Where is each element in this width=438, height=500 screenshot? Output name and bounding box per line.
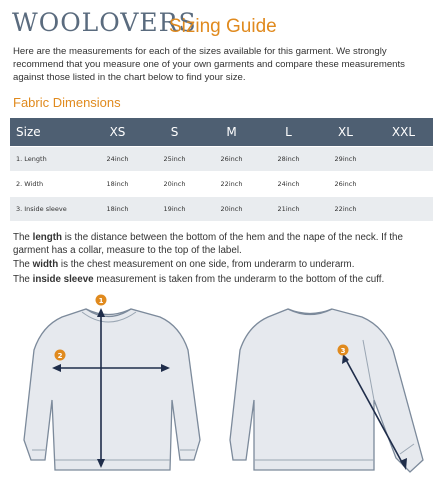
row-label: 2. Width [10,171,89,196]
table-cell: 25inch [146,146,203,171]
row-label: 3. Inside sleeve [10,196,89,221]
table-cell: 28inch [260,146,317,171]
table-cell: 18inch [89,171,146,196]
column-header: L [260,118,317,146]
column-header: XL [317,118,374,146]
table-cell: 20inch [146,171,203,196]
table-cell: 24inch [89,146,146,171]
table-row [10,196,433,221]
row-label: 1. Length [10,146,89,171]
marker-2-label: 2 [57,352,63,360]
table-cell: 21inch [260,196,317,221]
table-cell: 22inch [203,171,260,196]
table-cell: 22inch [317,196,374,221]
page-title: Sizing Guide [169,16,277,37]
size-table [10,118,433,221]
column-header: S [146,118,203,146]
table-cell: 26inch [203,146,260,171]
length-description: The length is the distance between the bottom of the hem and the nape of the neck. If the garment has a collar, measure to the top of the label. [13,232,403,256]
header [12,6,432,42]
column-header: Size [10,118,89,146]
table-cell: 20inch [203,196,260,221]
sweater-sleeve-diagram [228,290,433,500]
table-row [10,171,433,196]
sweater-front-diagram [10,290,210,500]
table-cell: 18inch [89,196,146,221]
column-header: XS [89,118,146,146]
table-cell: 26inch [317,171,374,196]
table-cell [374,196,433,221]
table-cell: 29inch [317,146,374,171]
section-title: Fabric Dimensions [13,95,121,110]
table-cell [374,146,433,171]
intro-text: Here are the measurements for each of the sizes available for this garment. We strongly recommend that you measure one of your own garments and compare these measurements against those listed in the chart below to find your size. [13,46,405,83]
marker-3-label: 3 [340,347,346,355]
table-row [10,146,433,171]
marker-1-label: 1 [98,297,104,305]
table-cell: 24inch [260,171,317,196]
length-arrow-head-top [97,308,105,317]
sleeve-description: The inside sleeve measurement is taken from the underarm to the bottom of the cuff. [13,274,385,285]
table-cell: 19inch [146,196,203,221]
brand-logo: WOOLOVERS [12,8,197,37]
column-header: M [203,118,260,146]
width-description: The width is the chest measurement on one side, from underarm to underarm. [13,259,355,270]
table-header-row [10,118,433,146]
column-header: XXL [374,118,433,146]
table-cell [374,171,433,196]
sweater-front-body [24,309,200,470]
